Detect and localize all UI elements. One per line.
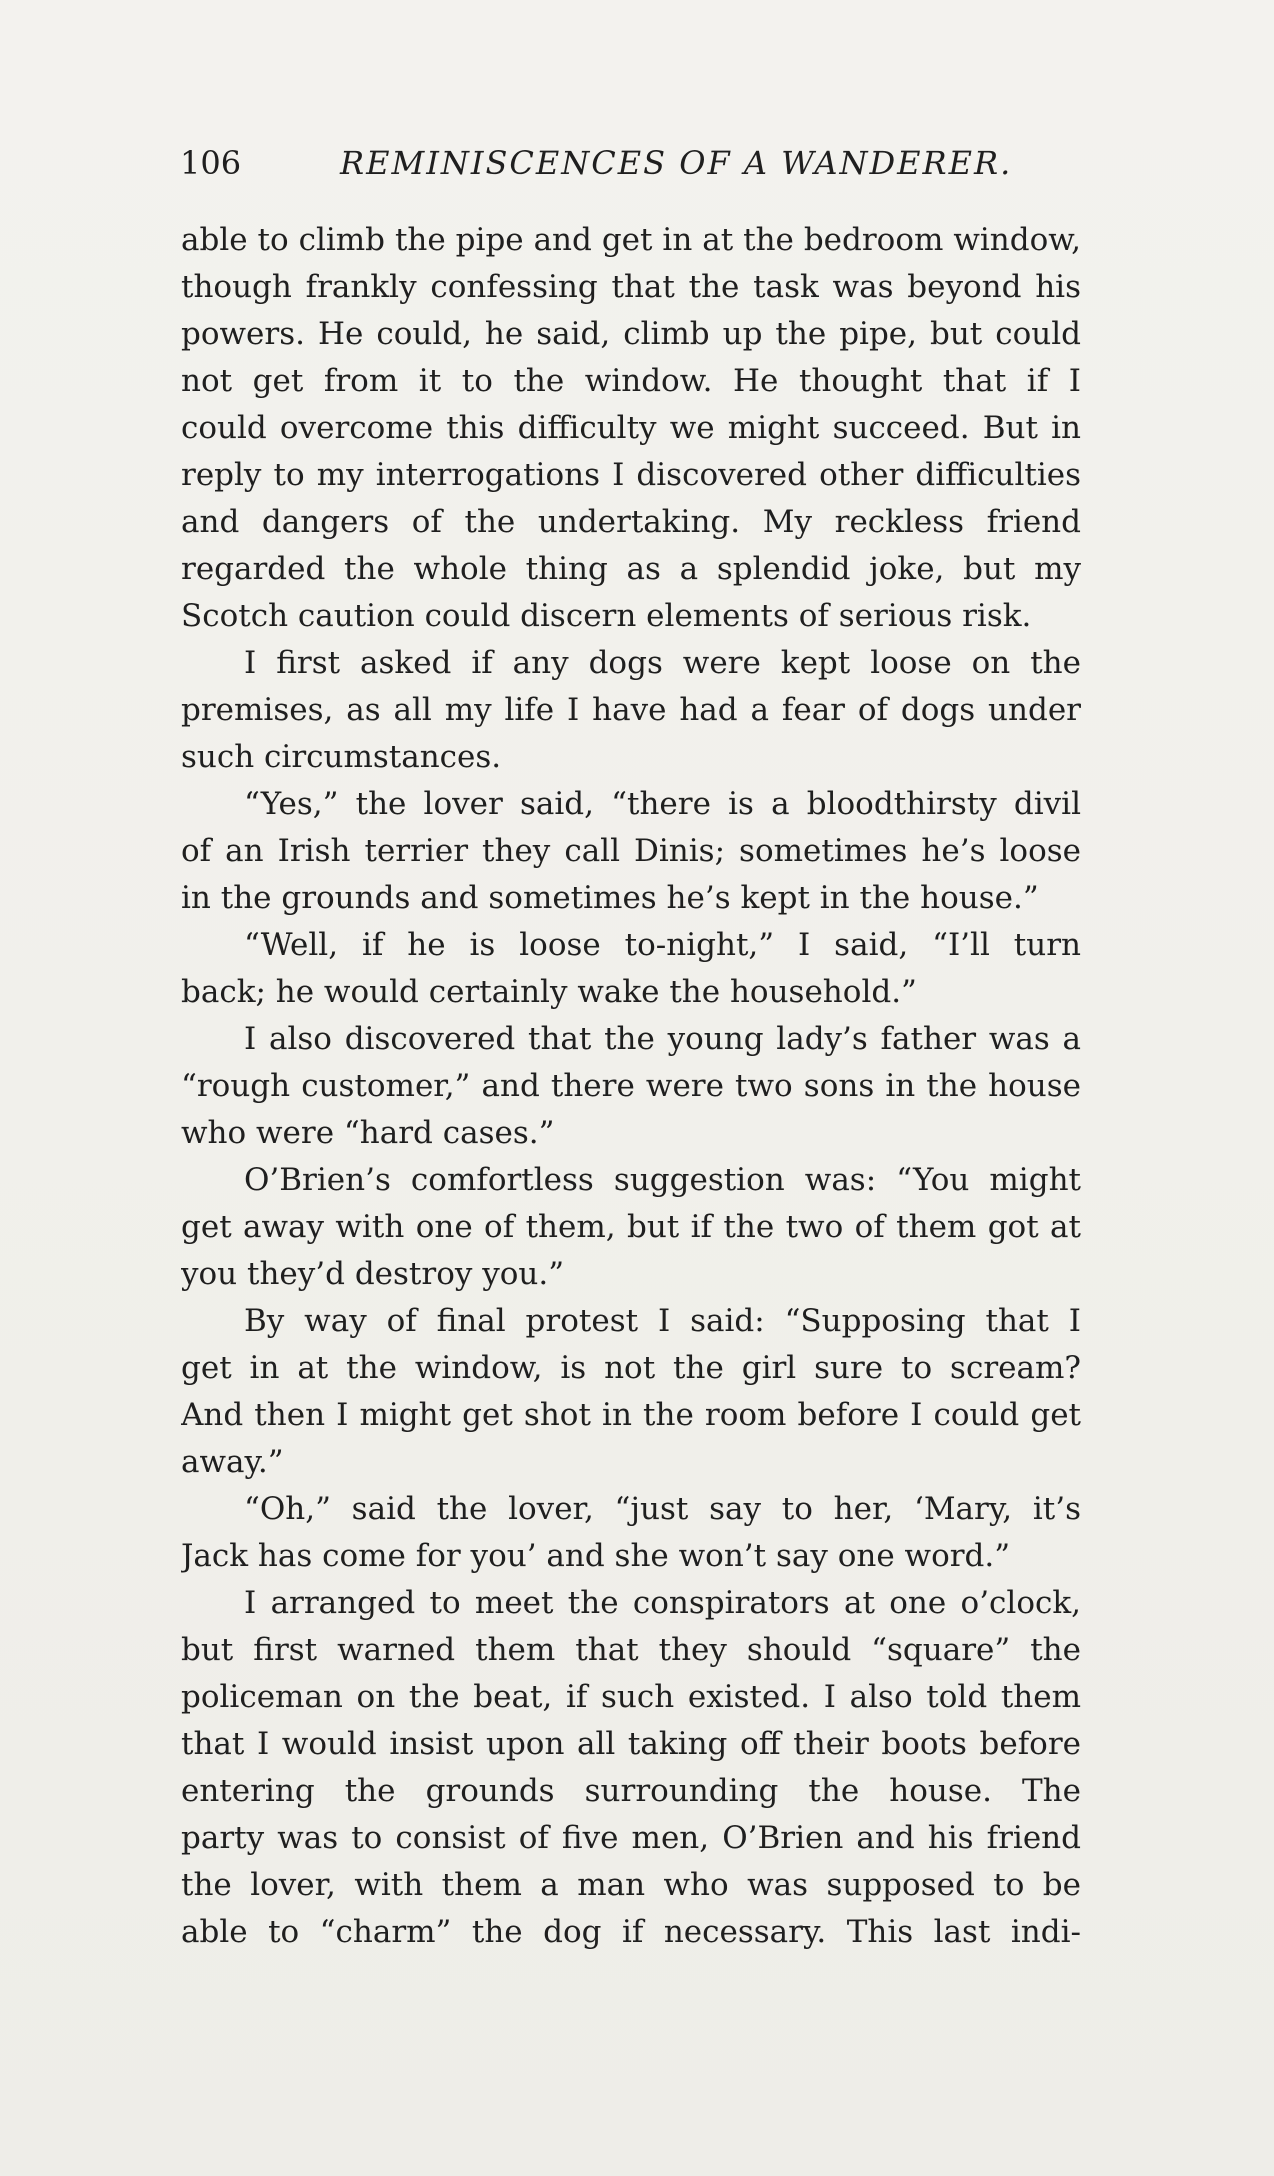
- text-line: in the grounds and sometimes he’s kept in the house.”: [181, 880, 1039, 916]
- text-line: back; he would certainly wake the household.”: [181, 974, 917, 1010]
- text-line: “Oh,” said the lover, “just say to her, ‘Mary, it’s: [244, 1491, 1081, 1527]
- text-line: policeman on the beat, if such existed. I also told them: [181, 1679, 1081, 1715]
- text-line: regarded the whole thing as a splendid joke, but my: [181, 551, 1081, 587]
- text-line: Scotch caution could discern elements of serious risk.: [181, 598, 1032, 634]
- text-line: “Yes,” the lover said, “there is a bloodthirsty divil: [244, 786, 1081, 822]
- text-line: premises, as all my life I have had a fear of dogs under: [181, 692, 1081, 728]
- text-line: party was to consist of five men, O’Brien and his friend: [181, 1820, 1081, 1856]
- text-line: away.”: [181, 1444, 284, 1480]
- text-line: O’Brien’s comfortless suggestion was: “You might: [244, 1162, 1081, 1198]
- text-line: that I would insist upon all taking off their boots before: [181, 1726, 1081, 1762]
- text-line: I first asked if any dogs were kept loose on the: [244, 645, 1081, 681]
- text-line: such circumstances.: [181, 739, 502, 775]
- text-line: And then I might get shot in the room before I could get: [181, 1397, 1081, 1433]
- text-line: you they’d destroy you.”: [181, 1256, 565, 1292]
- text-line: though frankly confessing that the task was beyond his: [181, 269, 1081, 305]
- text-line: powers. He could, he said, climb up the pipe, but could: [181, 316, 1081, 352]
- text-line: not get from it to the window. He thought that if I: [181, 363, 1081, 399]
- text-line: Jack has come for you’ and she won’t say one word.”: [181, 1538, 1011, 1574]
- text-line: who were “hard cases.”: [181, 1115, 555, 1151]
- text-line: get away with one of them, but if the two of them got at: [181, 1209, 1081, 1245]
- text-line: but first warned them that they should “square” the: [181, 1632, 1081, 1668]
- text-line: and dangers of the undertaking. My reckless friend: [181, 504, 1081, 540]
- text-line: of an Irish terrier they call Dinis; sometimes he’s loose: [181, 833, 1081, 869]
- text-line: reply to my interrogations I discovered other difficulties: [181, 457, 1081, 493]
- page-number: 106: [180, 144, 242, 182]
- text-line: get in at the window, is not the girl sure to scream?: [181, 1350, 1081, 1386]
- text-line: the lover, with them a man who was supposed to be: [181, 1867, 1081, 1903]
- text-line: entering the grounds surrounding the house. The: [181, 1773, 1081, 1809]
- text-line: “Well, if he is loose to-night,” I said, “I’ll turn: [244, 927, 1081, 963]
- body-text: [181, 217, 1081, 1956]
- text-line: By way of final protest I said: “Supposing that I: [244, 1303, 1081, 1339]
- text-line: able to climb the pipe and get in at the bedroom window,: [181, 222, 1081, 258]
- text-line: able to “charm” the dog if necessary. This last indi-: [181, 1914, 1081, 1950]
- running-title: REMINISCENCES OF A WANDERER.: [340, 144, 1013, 182]
- text-line: I arranged to meet the conspirators at one o’clock,: [244, 1585, 1081, 1621]
- text-line: “rough customer,” and there were two sons in the house: [181, 1068, 1081, 1104]
- page-header: [180, 140, 1082, 186]
- text-line: I also discovered that the young lady’s father was a: [244, 1021, 1081, 1057]
- text-line: could overcome this difficulty we might succeed. But in: [181, 410, 1081, 446]
